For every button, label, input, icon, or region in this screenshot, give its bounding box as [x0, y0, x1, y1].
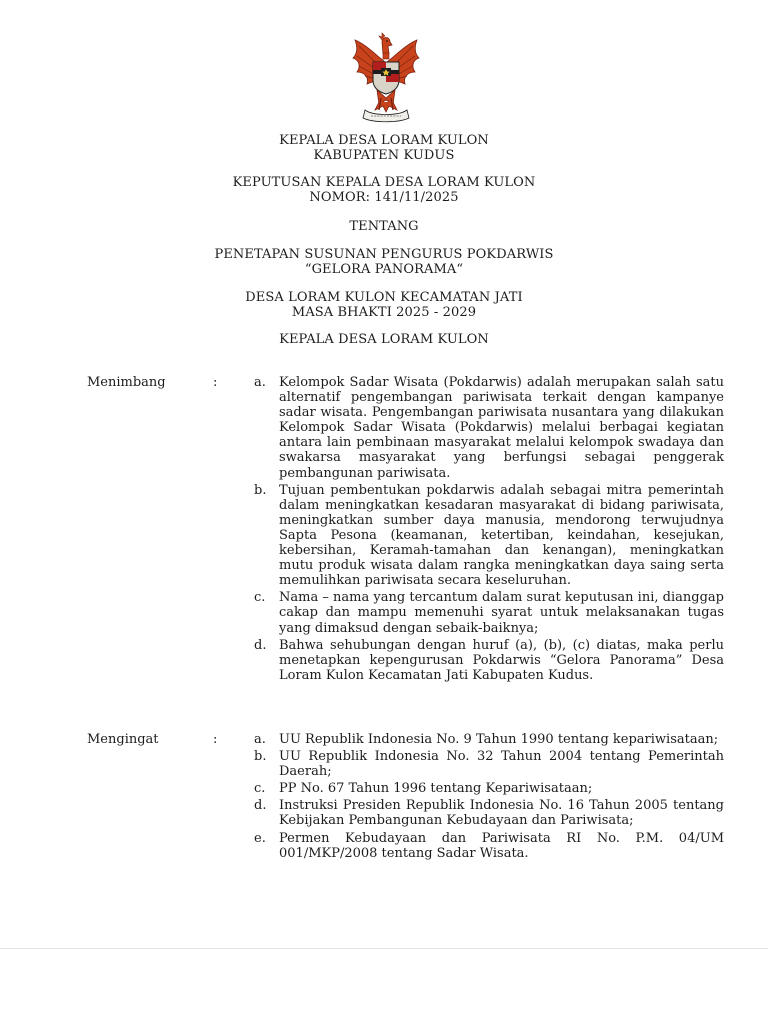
item-marker: b. — [254, 749, 267, 765]
list-item — [254, 749, 724, 779]
viewer-background — [0, 949, 768, 1024]
item-text: UU Republik Indonesia No. 9 Tahun 1990 tentang kepariwisataan; — [279, 732, 719, 747]
heading-signatory — [0, 332, 768, 347]
item-text: Kelompok Sadar Wisata (Pokdarwis) adalah merupakan salah satu alternatif pengembangan pariwisata terkait dengan kampanye sadar wisata. Pengembangan pariwisata nusantara yang dilakukan Kelompok Sadar Wisata (Pokdarwis) melalui berbagai kegiatan antara lain pembinaan masyarakat melalui kelompok swadaya dan swakarsa masyarakat yang berfungsi sebagai penggerak pembangunan pariwisata. — [279, 375, 724, 481]
heading-authority — [0, 133, 768, 163]
item-text: UU Republik Indonesia No. 32 Tahun 2004 tentang Pemerintah Daerah; — [279, 749, 724, 780]
heading-line: PENETAPAN SUSUNAN PENGURUS POKDARWIS — [214, 247, 554, 262]
item-text: PP No. 67 Tahun 1996 tentang Kepariwisataan; — [279, 781, 593, 797]
heading-tentang — [0, 219, 768, 234]
mengingat-list — [254, 732, 724, 863]
item-marker: a. — [254, 375, 266, 390]
section-colon: : — [213, 375, 218, 390]
item-text: Permen Kebudayaan dan Pariwisata RI No. P.M. 04/UM 001/MKP/2008 tentang Sadar Wisata. — [279, 830, 724, 861]
item-text: Instruksi Presiden Republik Indonesia No. 16 Tahun 2005 tentang Kebijakan Pembangunan Kebudayaan dan Pariwisata; — [279, 798, 724, 829]
heading-line: KEPUTUSAN KEPALA DESA LORAM KULON — [232, 175, 536, 190]
list-item — [254, 798, 724, 828]
heading-line: KABUPATEN KUDUS — [313, 148, 455, 163]
decree-number: NOMOR: 141/11/2025 — [309, 190, 459, 205]
list-item — [254, 638, 724, 683]
heading-line: KEPALA DESA LORAM KULON — [279, 332, 489, 347]
heading-line: TENTANG — [349, 219, 419, 234]
section-label: Menimbang — [87, 375, 166, 390]
garuda-pancasila-emblem — [349, 32, 423, 124]
list-item — [254, 483, 724, 589]
heading-line: KEPALA DESA LORAM KULON — [279, 133, 489, 148]
list-item — [254, 781, 724, 796]
list-item — [254, 375, 724, 481]
item-text: Nama – nama yang tercantum dalam surat keputusan ini, dianggap cakap dan mampu memenuhi syarat untuk melaksanakan tugas yang dimaksud dengan sebaik-baiknya; — [279, 590, 724, 636]
heading-subject — [0, 247, 768, 277]
heading-line: DESA LORAM KULON KECAMATAN JATI — [245, 290, 523, 305]
item-text: Tujuan pembentukan pokdarwis adalah sebagai mitra pemerintah dalam meningkatkan kesadaran masyarakat di bidang pariwisata, meningkatkan sumber daya manusia, mendorong terwujudnya Sapta Pesona (keamanan, ketertiban, keindahan, kesejukan, kebersihan, Keramah-tamahan dan kenangan), meningkatkan mutu produk wisata dalam rangka meningkatkan daya saing serta memulihkan pariwisata secara keseluruhan. — [279, 482, 724, 589]
list-item — [254, 831, 724, 861]
item-marker: c. — [254, 590, 266, 606]
menimbang-list — [254, 375, 724, 685]
section-colon: : — [213, 732, 218, 747]
item-marker: c. — [254, 781, 266, 797]
heading-decree — [0, 175, 768, 205]
item-marker: d. — [254, 637, 267, 653]
list-item — [254, 590, 724, 635]
item-text: Bahwa sehubungan dengan huruf (a), (b), (c) diatas, maka perlu menetapkan kepengurusan Pokdarwis “Gelora Panorama” Desa Loram Kulon Kecamatan Jati Kabupaten Kudus. — [279, 637, 724, 683]
item-marker: b. — [254, 482, 267, 498]
heading-line: MASA BHAKTI 2025 - 2029 — [291, 305, 477, 320]
heading-location — [0, 290, 768, 320]
list-item — [254, 732, 724, 747]
item-marker: e. — [254, 830, 266, 846]
section-label: Mengingat — [87, 732, 159, 747]
heading-line: “GELORA PANORAMA“ — [304, 262, 464, 277]
item-marker: a. — [254, 732, 266, 747]
item-marker: d. — [254, 798, 267, 814]
